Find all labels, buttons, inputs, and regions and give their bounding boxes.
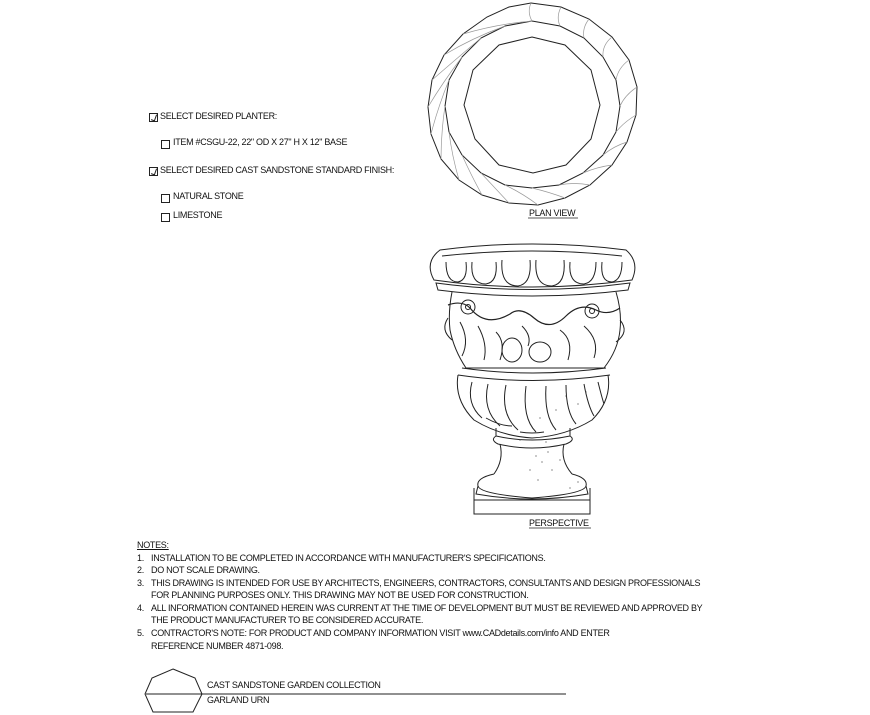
note-2-number: 2. xyxy=(137,565,144,575)
perspective-label: PERSPECTIVE xyxy=(529,518,589,528)
natural-stone-checkbox[interactable] xyxy=(161,194,170,203)
note-3-number: 3. xyxy=(137,578,144,588)
title-block-symbol xyxy=(145,669,566,712)
collection-title: CAST SANDSTONE GARDEN COLLECTION xyxy=(207,680,381,690)
note-1-text: INSTALLATION TO BE COMPLETED IN ACCORDANCE WITH MANUFACTURER'S SPECIFICATIONS. xyxy=(151,553,546,563)
note-1-number: 1. xyxy=(137,553,144,563)
product-title: GARLAND URN xyxy=(207,695,270,705)
note-4-text-line-2: THE PRODUCT MANUFACTURER TO BE CONSIDERED ACCURATE. xyxy=(151,615,424,625)
note-2-text: DO NOT SCALE DRAWING. xyxy=(151,565,260,575)
note-3-text-line-1: THIS DRAWING IS INTENDED FOR USE BY ARCHITECTS, ENGINEERS, CONTRACTORS, CONSULTANTS AND DESIGN PROFESSIONALS xyxy=(151,578,701,588)
plan-opening xyxy=(464,37,600,173)
planter-select-checkbox[interactable] xyxy=(149,113,158,122)
planter-option-label: ITEM #CSGU-22, 22" OD X 27" H X 12" BASE xyxy=(173,137,348,147)
note-5-text-line-1: CONTRACTOR'S NOTE: FOR PRODUCT AND COMPANY INFORMATION VISIT www.CADdetails.com/info AND ENTER xyxy=(151,628,610,638)
note-4-text-line-1: ALL INFORMATION CONTAINED HEREIN WAS CURRENT AT THE TIME OF DEVELOPMENT BUT MUST BE REVIEWED AND APPROVED BY xyxy=(151,603,703,613)
plan-view-drawing xyxy=(428,3,637,205)
planter-heading: SELECT DESIRED PLANTER: xyxy=(160,111,277,121)
note-5-text-line-2: REFERENCE NUMBER 4871-098. xyxy=(151,641,284,651)
finish-select-checkbox[interactable] xyxy=(149,167,158,176)
plan-outer-rim xyxy=(428,3,637,205)
note-4-number: 4. xyxy=(137,603,144,613)
note-3-text-line-2: FOR PLANNING PURPOSES ONLY. THIS DRAWING MAY NOT BE USED FOR CONSTRUCTION. xyxy=(151,590,529,600)
finish-heading: SELECT DESIRED CAST SANDSTONE STANDARD FINISH: xyxy=(160,165,395,175)
limestone-label: LIMESTONE xyxy=(173,210,223,220)
planter-option-checkbox[interactable] xyxy=(161,140,170,149)
natural-stone-label: NATURAL STONE xyxy=(173,191,244,201)
plan-view-label: PLAN VIEW xyxy=(529,208,576,218)
notes-heading: NOTES: xyxy=(137,540,169,550)
limestone-checkbox[interactable] xyxy=(161,213,170,222)
urn-perspective-drawing xyxy=(430,244,635,514)
note-5-number: 5. xyxy=(137,628,144,638)
